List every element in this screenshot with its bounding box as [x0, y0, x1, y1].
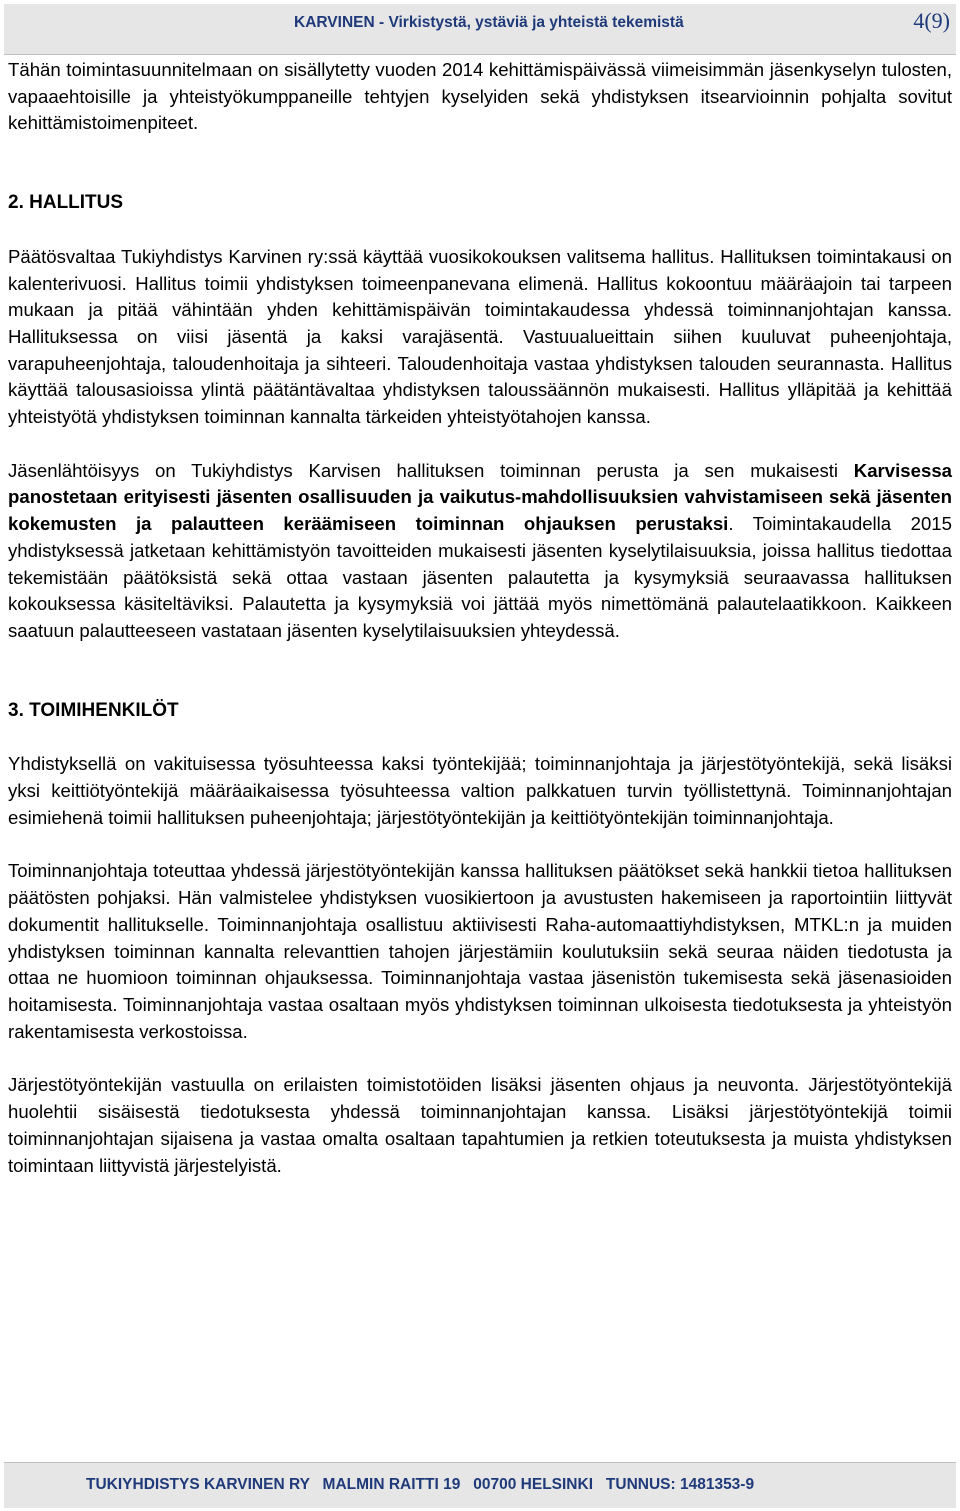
section-heading-toimihenkilot: 3. TOIMIHENKILÖT	[8, 699, 179, 721]
toimihenkilot-paragraph: Yhdistyksellä on vakituisessa työsuhteessa kaksi työntekijää; toiminnanjohtaja ja järjestötyöntekijä, sekä lisäksi yksi keittiötyöntekijä määräaikaisessa työsuhteessa valtion palkkatuen turvin työllistettynä. Toiminnanjohtajan esimiehenä toimii hallituksen puheenjohtaja; järjestötyöntekijän ja keittiötyöntekijän toiminnanjohtaja.	[8, 753, 952, 828]
document-body	[8, 57, 952, 1179]
paragraph-text: Jäsenlähtöisyys on Tukiyhdistys Karvisen hallituksen toiminnan perusta ja sen mukaisesti	[8, 459, 854, 481]
hallitus-paragraph: Päätösvaltaa Tukiyhdistys Karvinen ry:ssä käyttää vuosikokouksen valitsema hallitus. Hallituksen toimintakausi on kalenterivuosi. Hallitus toimii yhdistyksen toimeenpanevana elimenä. Hallitus kokoontuu määräajoin tai tarpeen mukaan ja pitää vähintään yhden kehittämispäivän toimintakaudessa yhdessä toiminnanjohtajan kanssa. Hallituksessa on viisi jäsentä ja kaksi varajäsentä. Vastuualueittain siihen kuuluvat puheenjohtaja, varapuheenjohtaja, taloudenhoitaja ja sihteeri. Taloudenhoitaja vastaa yhdistyksen talouden seurannasta. Hallitus käyttää talousasioissa ylintä päätäntävaltaa yhdistyksen taloussäännön mukaisesti. Hallitus ylläpitää ja kehittää yhteistyötä yhdistyksen toiminnan kannalta tärkeiden yhteistyötahojen kanssa.	[8, 245, 952, 428]
toiminnanjohtaja-paragraph: Toiminnanjohtaja toteuttaa yhdessä järjestötyöntekijän kanssa hallituksen päätökset sekä hankkii tietoa hallituksen päätösten pohjaksi. Hän valmistelee yhdistyksen vuosikiertoon ja avustusten hakemiseen ja raportointiin liittyvät dokumentit hallitukselle. Toiminnanjohtaja osallistuu aktiivisesti Raha-automaattiyhdistyksen, MTKL:n ja muiden yhdistyksen toiminnan kannalta relevanttien tahojen järjestämiin koulutuksiin sekä seuraa näiden tiedotusta ja ottaa ne huomioon toiminnan ohjauksessa. Toiminnanjohtaja vastaa jäsenistön tukemisesta sekä jäsenasioiden hoitamisesta. Toiminnanjohtaja vastaa osaltaan myös yhdistyksen toiminnan ulkoisesta tiedotuksesta ja yhteistyön rakentamisesta verkostoissa.	[8, 860, 952, 1042]
page-header	[4, 4, 956, 55]
page-number: 4(9)	[913, 8, 950, 33]
footer-text: TUKIYHDISTYS KARVINEN RY MALMIN RAITTI 19 00700 HELSINKI TUNNUS: 1481353-9	[86, 1476, 755, 1493]
paragraph-text: . Toimintakaudella 2015 yhdistyksessä jatketaan kehittämistyön tavoitteiden mukaisesti jäsenten kyselytilaisuuksia, joissa hallitus tiedottaa tekemistään päätöksistä sekä ottaa vastaan jäsenten palautetta ja kysymyksiä seuraavassa hallituksen kokouksessa käsiteltäviksi. Palautetta ja kysymyksiä voi jättää myös nimettömänä palautelaatikkoon. Kaikkeen saatuun palautteeseen vastataan jäsenten kyselytilaisuuksien yhteydessä.	[8, 513, 952, 641]
intro-paragraph: Tähän toimintasuunnitelmaan on sisällytetty vuoden 2014 kehittämispäivässä viimeisimmän jäsenkyselyn tulosten, vapaaehtoisille ja yhteistyökumppaneille tehtyjen kyselyiden sekä yhdistyksen itsearvioinnin pohjalta sovitut kehittämistoimenpiteet.	[8, 59, 952, 134]
jasenlahtoisyys-paragraph	[8, 458, 952, 645]
section-heading-hallitus: 2. HALLITUS	[8, 192, 124, 214]
emphasis-text: Karvisessa panostetaan erityisesti jäsenten osallisuuden ja vaikutus-mahdollisuuksien vahvistamiseen sekä jäsenten kokemusten ja palautteen keräämiseen toiminnan ohjauksen perustaksi	[8, 459, 952, 535]
page-footer	[4, 1462, 956, 1508]
jarjestotyontekija-paragraph: Järjestötyöntekijän vastuulla on erilaisten toimistotöiden lisäksi jäsenten ohjaus ja neuvonta. Järjestötyöntekijä huolehtii sisäisestä tiedotuksesta yhdessä toiminnanjohtajan kanssa. Lisäksi järjestötyöntekijä toimii toiminnanjohtajan sijaisena ja vastaa omalta osaltaan tapahtumien ja retkien toteutuksesta ja muista yhdistyksen toimintaan liittyvistä järjestelyistä.	[8, 1074, 952, 1176]
header-title: KARVINEN - Virkistystä, ystäviä ja yhteistä tekemistä	[294, 14, 684, 31]
